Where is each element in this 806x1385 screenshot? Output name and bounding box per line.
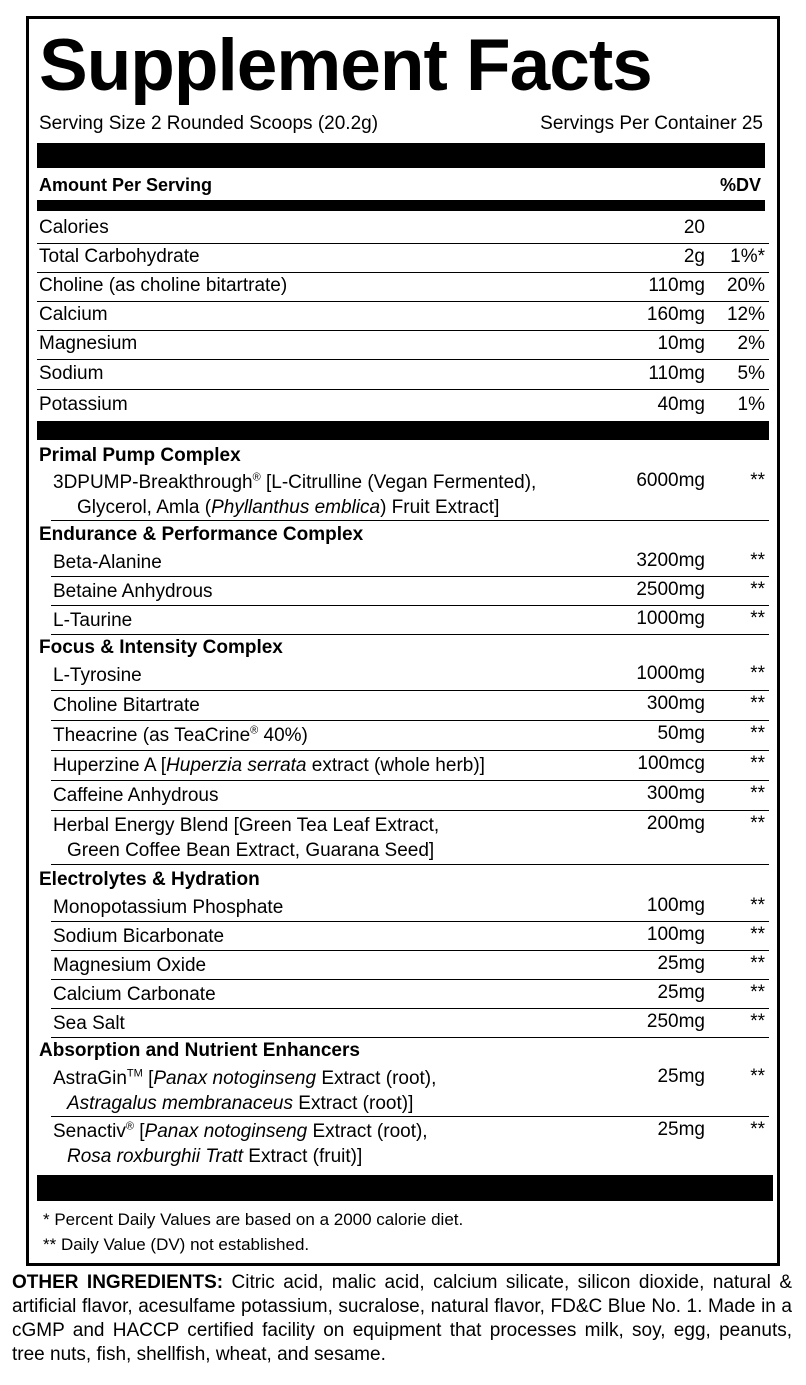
ingredient-row: Choline Bitartrate 300mg ** (51, 691, 769, 721)
serving-size: Serving Size 2 Rounded Scoops (20.2g) (39, 113, 379, 134)
ingredient-row: 3DPUMP-Breakthrough® [L-Citrulline (Vegan Fermented), Glycerol, Amla (Phyllanthus emblica) Fruit Extract] 6000mg ** (51, 468, 769, 521)
ingredient-row: Calcium Carbonate 25mg ** (51, 980, 769, 1009)
section-title-electrolytes: Electrolytes & Hydration (39, 869, 260, 890)
nutrient-row: Potassium 40mg 1% (39, 394, 765, 415)
nutrient-row: Choline (as choline bitartrate) 110mg 20% (37, 272, 769, 302)
ingredient-row: Theacrine (as TeaCrine® 40%) 50mg ** (51, 721, 769, 751)
servings-per-container: Servings Per Container 25 (540, 113, 763, 134)
other-ingredients (12, 1271, 792, 1367)
thick-divider (37, 1175, 773, 1201)
section-title-focus: Focus & Intensity Complex (39, 637, 283, 658)
ingredient-row: Magnesium Oxide 25mg ** (51, 951, 769, 980)
ingredient-row: Herbal Energy Blend [Green Tea Leaf Extract, Green Coffee Bean Extract, Guarana Seed] 200mg ** (51, 811, 769, 865)
ingredient-row: Sodium Bicarbonate 100mg ** (51, 922, 769, 951)
panel-title: Supplement Facts (39, 25, 652, 106)
ingredient-row: AstraGin™ [Panax notoginseng Extract (root), Astragalus membranaceus Extract (root)] 25mg ** (51, 1064, 769, 1117)
ingredient-row: L-Taurine 1000mg ** (51, 606, 769, 635)
other-ingredients-text: Citric acid, malic acid, calcium silicate, silicon dioxide, natural & artificial flavor, acesulfame potassium, sucralose, natural flavor, FD&C Blue No. 1. Made in a cGMP and HACCP certified facility on equipment that processes milk, soy, egg, peanuts, tree nuts, fish, shellfish, wheat, and sesame. (12, 1272, 792, 1365)
footnote-dv: * Percent Daily Values are based on a 2000 calorie diet. (43, 1210, 464, 1229)
ingredient-row: Sea Salt 250mg ** (51, 1009, 769, 1038)
nutrient-row: Total Carbohydrate 2g 1%* (37, 243, 769, 273)
footnote-not-established: ** Daily Value (DV) not established. (43, 1235, 310, 1254)
section-title-primal-pump: Primal Pump Complex (39, 445, 241, 466)
thick-divider (37, 143, 765, 168)
ingredient-row: L-Tyrosine 1000mg ** (51, 661, 769, 691)
nutrient-row: Sodium 110mg 5% (37, 360, 769, 390)
ingredient-row: Caffeine Anhydrous 300mg ** (51, 781, 769, 811)
nutrient-row: Magnesium 10mg 2% (37, 330, 769, 360)
ingredient-row: Betaine Anhydrous 2500mg ** (51, 577, 769, 606)
nutrient-row: Calcium 160mg 12% (37, 301, 769, 331)
nutrient-row: Calories 20 (37, 214, 769, 244)
dv-header: %DV (719, 175, 761, 195)
ingredient-row: Monopotassium Phosphate 100mg ** (51, 893, 769, 922)
ingredient-row: Huperzine A [Huperzia serrata extract (whole herb)] 100mcg ** (51, 751, 769, 781)
medium-divider (37, 200, 765, 211)
other-ingredients-heading: OTHER INGREDIENTS: (12, 1272, 224, 1293)
ingredient-row: Beta-Alanine 3200mg ** (51, 548, 769, 577)
amount-per-serving-header: Amount Per Serving (39, 175, 213, 195)
supplement-facts-panel (26, 16, 780, 1266)
ingredient-row: Senactiv® [Panax notoginseng Extract (root), Rosa roxburghii Tratt Extract (fruit)] 25mg ** (53, 1119, 765, 1167)
section-title-endurance: Endurance & Performance Complex (39, 524, 364, 545)
thick-divider (37, 421, 769, 440)
section-title-absorption: Absorption and Nutrient Enhancers (39, 1040, 360, 1061)
